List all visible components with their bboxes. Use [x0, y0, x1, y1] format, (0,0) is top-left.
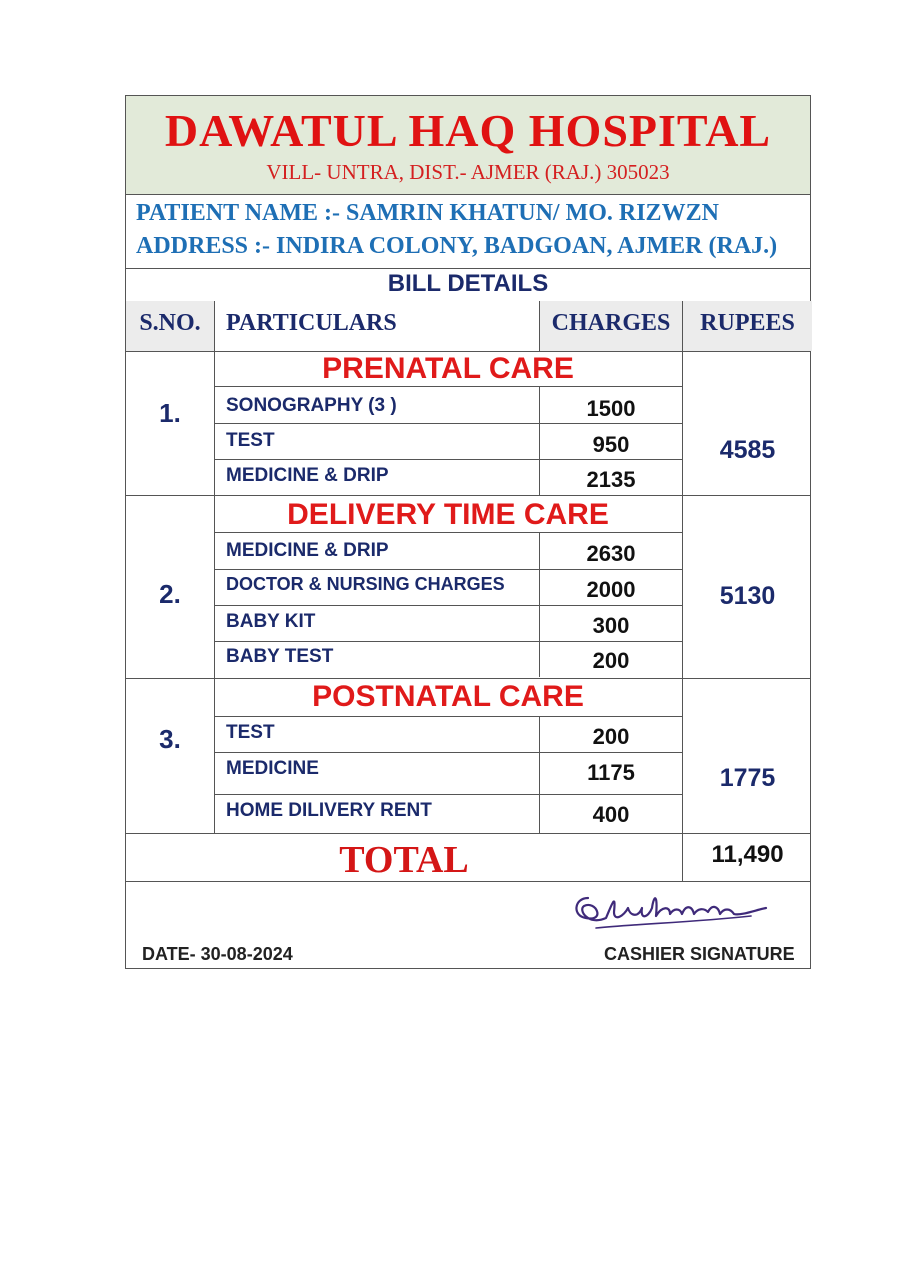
column-header-charges: CHARGES: [551, 310, 671, 336]
divider: [126, 678, 810, 679]
item-charge: 2630: [586, 541, 636, 566]
divider: [126, 495, 810, 496]
item-name: BABY TEST: [226, 646, 334, 667]
item-charge: 1175: [587, 760, 635, 785]
divider: [126, 194, 810, 195]
item-name: HOME DILIVERY RENT: [226, 800, 432, 821]
divider: [214, 716, 682, 717]
cashier-signature: [566, 886, 796, 936]
divider: [214, 459, 682, 460]
divider: [126, 881, 810, 882]
item-charge: 200: [592, 724, 630, 749]
patient-address: ADDRESS :- INDIRA COLONY, BADGOAN, AJMER (RAJ.): [136, 233, 778, 259]
section-number: 3.: [159, 724, 181, 754]
bill-date: DATE- 30-08-2024: [142, 944, 293, 964]
total-value: 11,490: [711, 841, 784, 868]
divider: [126, 833, 810, 834]
hospital-name: DAWATUL HAQ HOSPITAL: [164, 105, 772, 156]
column-header-particulars: PARTICULARS: [226, 310, 397, 336]
divider: [214, 386, 682, 387]
section-number: 1.: [159, 398, 181, 428]
divider: [214, 752, 682, 753]
column-line: [539, 301, 540, 351]
divider: [214, 605, 682, 606]
column-header-rupees: RUPEES: [700, 310, 795, 336]
divider: [214, 423, 682, 424]
bill-title: BILL DETAILS: [387, 270, 549, 297]
item-name: DOCTOR & NURSING CHARGES: [226, 574, 505, 594]
divider: [214, 569, 682, 570]
item-name: MEDICINE & DRIP: [226, 540, 389, 561]
column-header-sno: S.NO.: [139, 310, 201, 336]
divider: [214, 532, 682, 533]
section-title: PRENATAL CARE: [322, 352, 574, 385]
divider: [214, 641, 682, 642]
item-charge: 2000: [586, 577, 636, 602]
section-subtotal: 5130: [719, 582, 776, 610]
item-charge: 950: [592, 432, 630, 457]
item-name: SONOGRAPHY (3 ): [226, 395, 397, 416]
hospital-address: VILL- UNTRA, DIST.- AJMER (RAJ.) 305023: [266, 160, 670, 184]
item-charge: 2135: [586, 467, 636, 492]
item-name: BABY KIT: [226, 611, 316, 632]
item-name: MEDICINE: [226, 758, 319, 779]
bill-document: [125, 95, 811, 969]
item-name: TEST: [226, 430, 275, 451]
total-label: TOTAL: [339, 839, 469, 881]
cashier-signature-label: CASHIER SIGNATURE: [604, 944, 795, 964]
section-number: 2.: [159, 579, 181, 609]
patient-name: PATIENT NAME :- SAMRIN KHATUN/ MO. RIZWZN: [136, 200, 719, 226]
item-charge: 200: [592, 648, 630, 673]
item-name: TEST: [226, 722, 275, 743]
section-subtotal: 4585: [719, 436, 776, 464]
divider: [214, 794, 682, 795]
item-name: MEDICINE & DRIP: [226, 465, 389, 486]
divider: [126, 268, 810, 269]
section-title: DELIVERY TIME CARE: [287, 498, 609, 531]
item-charge: 1500: [586, 396, 636, 421]
item-charge: 400: [592, 802, 630, 827]
item-charge: 300: [592, 613, 630, 638]
section-subtotal: 1775: [719, 764, 776, 792]
section-title: POSTNATAL CARE: [312, 680, 584, 713]
